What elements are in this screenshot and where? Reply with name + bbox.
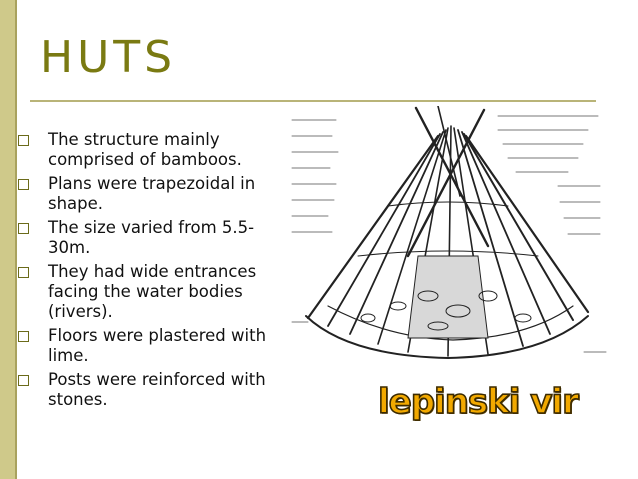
bullet-item (18, 218, 288, 258)
title-divider (30, 100, 596, 102)
caption-lepinski-vir: lepinski vir (378, 382, 578, 422)
bullet-item (18, 130, 288, 170)
bullet-item (18, 326, 288, 366)
slide-title: HUTS (40, 32, 177, 83)
hut-sketch-illustration (288, 106, 608, 368)
bullet-text: The size varied from 5.5-30m. (48, 218, 255, 257)
bullet-item (18, 174, 288, 214)
left-accent-bar (0, 0, 15, 479)
bullet-list (18, 130, 288, 414)
bullet-text: The structure mainly comprised of bamboos. (48, 130, 242, 169)
bullet-icon (18, 223, 29, 234)
bullet-text: Plans were trapezoidal in shape. (48, 174, 256, 213)
bullet-item (18, 262, 288, 322)
bullet-icon (18, 331, 29, 342)
bullet-item (18, 370, 288, 410)
bullet-text: Posts were reinforced with stones. (48, 370, 266, 409)
bullet-text: Floors were plastered with lime. (48, 326, 267, 365)
bullet-icon (18, 267, 29, 278)
bullet-icon (18, 179, 29, 190)
bullet-text: They had wide entrances facing the water bodies (rivers). (48, 262, 257, 321)
bullet-icon (18, 135, 29, 146)
bullet-icon (18, 375, 29, 386)
